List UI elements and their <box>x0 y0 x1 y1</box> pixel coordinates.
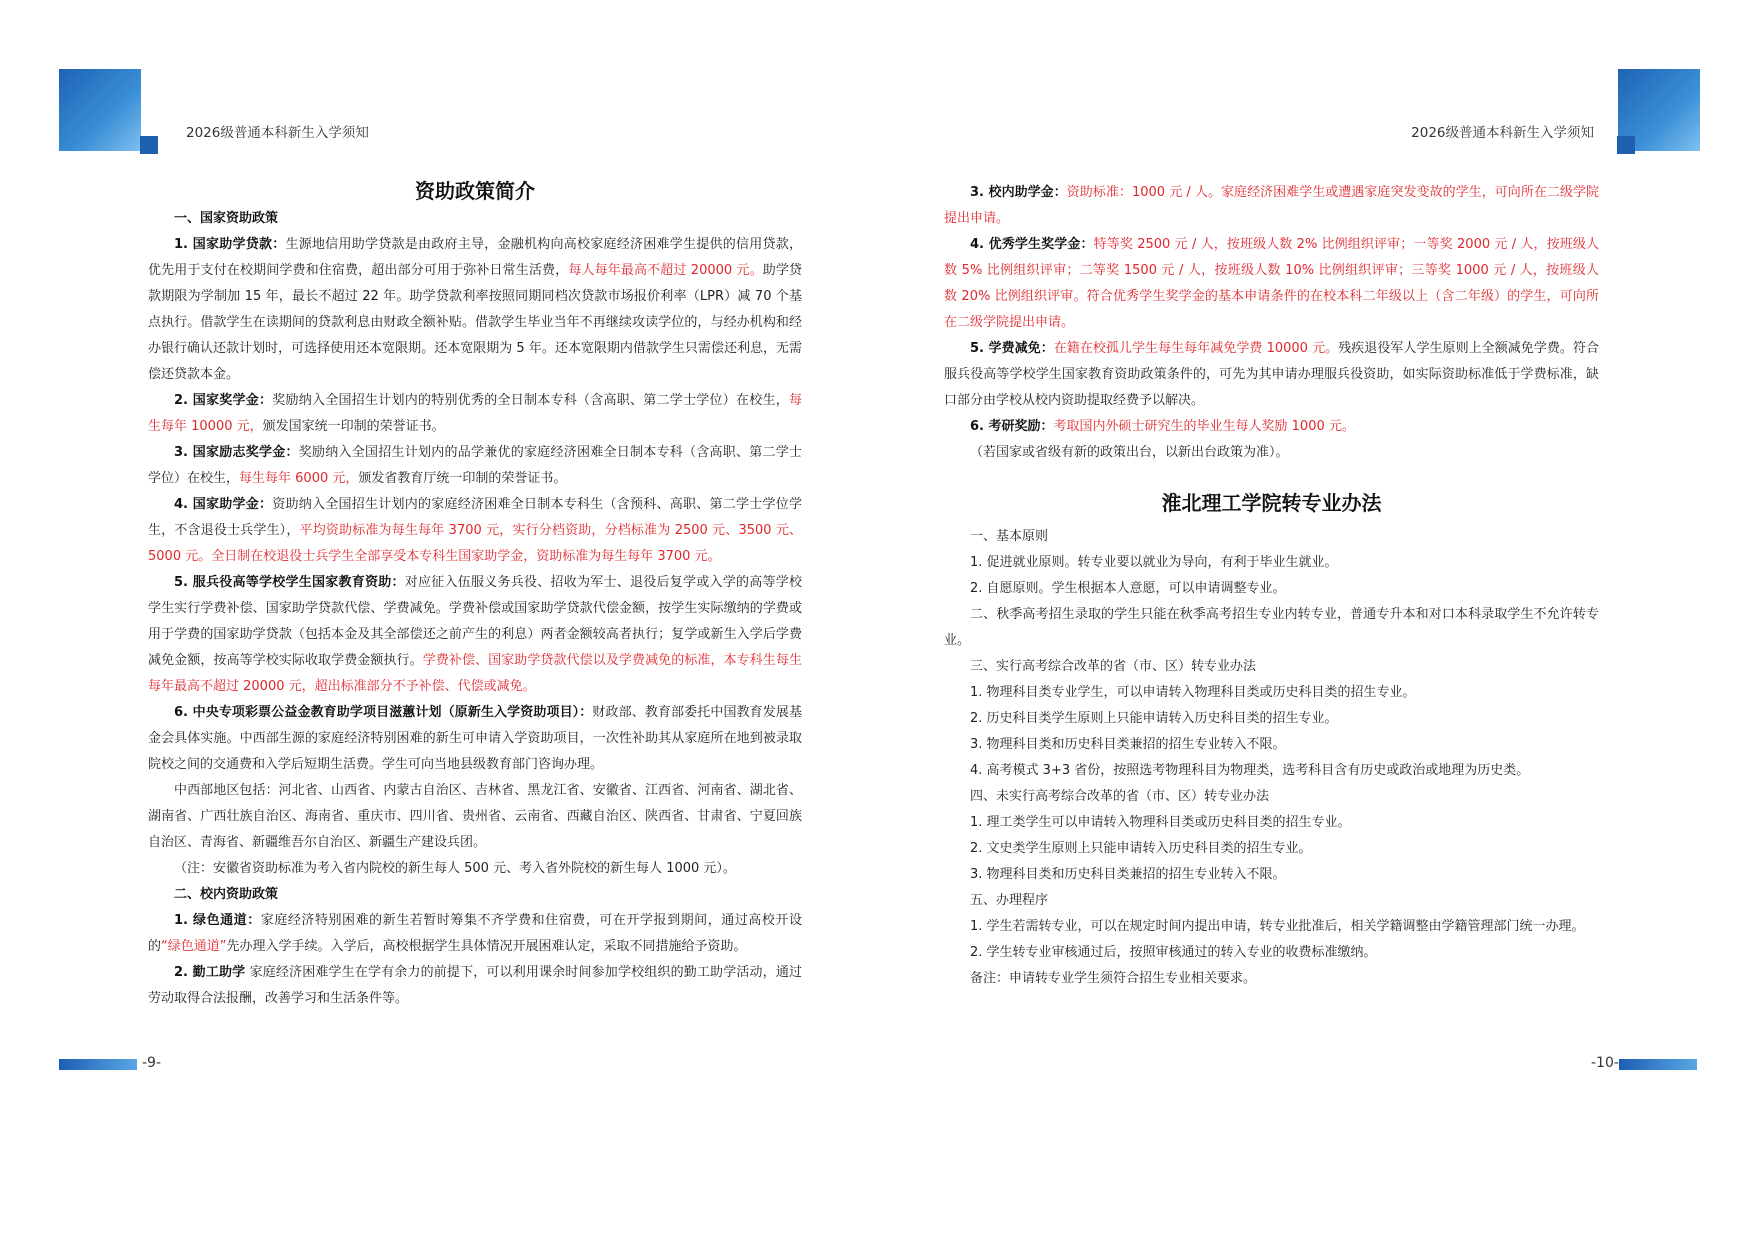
paragraph-green-channel: 1. 绿色通道：家庭经济特别困难的新生若暂时筹集不齐学费和住宿费，可在开学报到期间，通过高校开设的“绿色通道”先办理入学手续。入学后，高校根据学生具体情况开展困难认定，采取不同措施给予资助。 <box>148 913 802 954</box>
paragraph-work-study: 2. 勤工助学 家庭经济困难学生在学有余力的前提下，可以利用课余时间参加学校组织的勤工助学活动，通过劳动取得合法报酬，改善学习和生活条件等。 <box>148 965 802 1006</box>
transfer-rule-line: 一、基本原则 <box>970 529 1049 544</box>
paragraph-national-grant: 4. 国家助学金：资助纳入全国招生计划内的家庭经济困难全日制本专科生（含预科、高职、第二学士学位学生，不含退役士兵学生），平均资助标准为每生每年 3700 元，实行分档资助，分档标准为 2500 元、3500 元、5000 元。全日制在校退役士兵学生全部享受本专科生国家助学金，资助标准为每生每年 3700 元。 <box>148 497 802 564</box>
paragraph-tuition-waiver: 5. 学费减免：在籍在校孤儿学生每生每年减免学费 10000 元。残疾退役军人学生原则上全额减免学费。符合服兵役高等学校学生国家教育资助政策条件的，可先为其申请办理服兵役资助，如实际资助标准低于学费标准，缺口部分由学校从校内资助提取经费予以解决。 <box>944 341 1599 408</box>
transfer-rule-line: 1. 理工类学生可以申请转入物理科目类或历史科目类的招生专业。 <box>970 815 1351 830</box>
section-title: 淮北理工学院转专业办法 <box>1161 491 1382 515</box>
transfer-rule-line: 2. 自愿原则。学生根据本人意愿，可以申请调整专业。 <box>970 581 1286 596</box>
transfer-rule-line: 2. 文史类学生原则上只能申请转入历史科目类的招生专业。 <box>970 841 1312 856</box>
paragraph-merit-scholarship: 4. 优秀学生奖学金：特等奖 2500 元 / 人，按班级人数 2% 比例组织评审；一等奖 2000 元 / 人，按班级人数 5% 比例组织评审；二等奖 1500 元 / 人，按班级人数 10% 比例组织评审；三等奖 1000 元 / 人，按班级人数 20% 比例组织评审。符合优秀学生奖学金的基本申请条件的在校本科二年级以上（含二年级）的学生，可向所在二级学院提出申请。 <box>944 237 1599 330</box>
left-content <box>148 176 802 1012</box>
paragraph-encouragement-scholarship: 3. 国家励志奖学金：奖励纳入全国招生计划内的品学兼优的家庭经济困难全日制本专科（含高职、第二学士学位）在校生，每生每年 6000 元，颁发省教育厅统一印制的荣誉证书。 <box>148 445 802 486</box>
transfer-rule-line: 1. 物理科目类专业学生，可以申请转入物理科目类或历史科目类的招生专业。 <box>970 685 1416 700</box>
transfer-rule-line: 五、办理程序 <box>970 893 1049 908</box>
paragraph-student-loan: 1. 国家助学贷款：生源地信用助学贷款是由政府主导，金融机构向高校家庭经济困难学生提供的信用贷款，优先用于支付在校期间学费和住宿费，超出部分可用于弥补日常生活费，每人每年最高不超过 20000 元。助学贷款期限为学制加 15 年，最长不超过 22 年。助学贷款利率按照同期同档次贷款市场报价利率（LPR）减 70 个基点执行。借款学生在读期间的贷款利息由财政全额补贴。借款学生毕业当年不再继续攻读学位的，与经办机构和经办银行确认还款计划时，可选择使用还本宽限期。还本宽限期为 5 年。还本宽限期内借款学生只需偿还利息，无需偿还贷款本金。 <box>148 237 802 382</box>
transfer-rule-line: 1. 学生若需转专业，可以在规定时间内提出申请，转专业批准后，相关学籍调整由学籍管理部门统一办理。 <box>970 919 1585 934</box>
transfer-rule-line: 1. 促进就业原则。转专业要以就业为导向，有利于毕业生就业。 <box>970 555 1338 570</box>
transfer-rule-line: 备注：申请转专业学生须符合招生专业相关要求。 <box>970 971 1257 986</box>
right-content <box>944 180 1599 992</box>
page-number: -10- <box>1591 1055 1619 1071</box>
corner-decoration-small <box>140 136 158 154</box>
paragraph-campus-grant: 3. 校内助学金：资助标准：1000 元 / 人。家庭经济困难学生或遭遇家庭突发变故的学生，可向所在二级学院提出申请。 <box>944 185 1599 226</box>
paragraph-note: （注：安徽省资助标准为考入省内院校的新生每人 500 元、考入省外院校的新生每人 1000 元）。 <box>174 861 736 876</box>
page-number-bar <box>59 1059 137 1070</box>
page-number: -9- <box>142 1055 162 1071</box>
paragraph-policy-note: （若国家或省级有新的政策出台，以新出台政策为准）。 <box>970 445 1289 460</box>
paragraph-lottery-fund: 6. 中央专项彩票公益金教育助学项目滋蕙计划（原新生入学资助项目）：财政部、教育部委托中国教育发展基金会具体实施。中西部生源的家庭经济特别困难的新生可申请入学资助项目，一次性补助其从家庭所在地到被录取院校之间的交通费和入学后短期生活费。学生可向当地县级教育部门咨询办理。 <box>148 705 802 772</box>
corner-decoration-small <box>1617 136 1635 154</box>
transfer-rule-line: 2. 学生转专业审核通过后，按照审核通过的转入专业的收费标准缴纳。 <box>970 945 1377 960</box>
paragraph-graduate-reward: 6. 考研奖励：考取国内外硕士研究生的毕业生每人奖励 1000 元。 <box>970 419 1355 434</box>
transfer-rule-line: 四、未实行高考综合改革的省（市、区）转专业办法 <box>970 789 1270 804</box>
corner-decoration <box>59 69 141 151</box>
transfer-rule-line: 3. 物理科目类和历史科目类兼招的招生专业转入不限。 <box>970 737 1286 752</box>
page-number-bar <box>1619 1059 1697 1070</box>
heading-national: 一、国家资助政策 <box>174 211 279 226</box>
transfer-rule-line: 4. 高考模式 3+3 省份，按照选考物理科目为物理类，选考科目含有历史或政治或地理为历史类。 <box>970 763 1530 778</box>
paragraph-national-scholarship: 2. 国家奖学金：奖励纳入全国招生计划内的特别优秀的全日制本专科（含高职、第二学士学位）在校生，每生每年 10000 元，颁发国家统一印制的荣誉证书。 <box>148 393 802 434</box>
transfer-rules-list <box>944 524 1599 992</box>
paragraph-military-aid: 5. 服兵役高等学校学生国家教育资助：对应征入伍服义务兵役、招收为军士、退役后复学或入学的高等学校学生实行学费补偿、国家助学贷款代偿、学费减免。学费补偿或国家助学贷款代偿金额，按学生实际缴纳的学费或用于学费的国家助学贷款（包括本金及其全部偿还之前产生的利息）两者金额较高者执行；复学或新生入学后学费减免金额，按高等学校实际收取学费金额执行。学费补偿、国家助学贷款代偿以及学费减免的标准，本专科生每生每年最高不超过 20000 元，超出标准部分不予补偿、代偿或减免。 <box>148 575 802 694</box>
transfer-rule-line: 2. 历史科目类学生原则上只能申请转入历史科目类的招生专业。 <box>970 711 1338 726</box>
transfer-rule-line: 3. 物理科目类和历史科目类兼招的招生专业转入不限。 <box>970 867 1286 882</box>
section-title: 资助政策简介 <box>415 179 535 203</box>
transfer-rule-line: 三、实行高考综合改革的省（市、区）转专业办法 <box>970 659 1257 674</box>
transfer-rule-line: 二、秋季高考招生录取的学生只能在秋季高考招生专业内转专业，普通专升本和对口本科录取学生不允许转专业。 <box>944 607 1599 648</box>
running-header: 2026级普通本科新生入学须知 <box>1411 125 1594 141</box>
paragraph-regions: 中西部地区包括：河北省、山西省、内蒙古自治区、吉林省、黑龙江省、安徽省、江西省、河南省、湖北省、湖南省、广西壮族自治区、海南省、重庆市、四川省、贵州省、云南省、西藏自治区、陕西省、甘肃省、宁夏回族自治区、青海省、新疆维吾尔自治区、新疆生产建设兵团。 <box>148 783 802 850</box>
running-header: 2026级普通本科新生入学须知 <box>186 125 369 141</box>
heading-campus: 二、校内资助政策 <box>174 887 279 902</box>
right-page <box>877 0 1754 1241</box>
